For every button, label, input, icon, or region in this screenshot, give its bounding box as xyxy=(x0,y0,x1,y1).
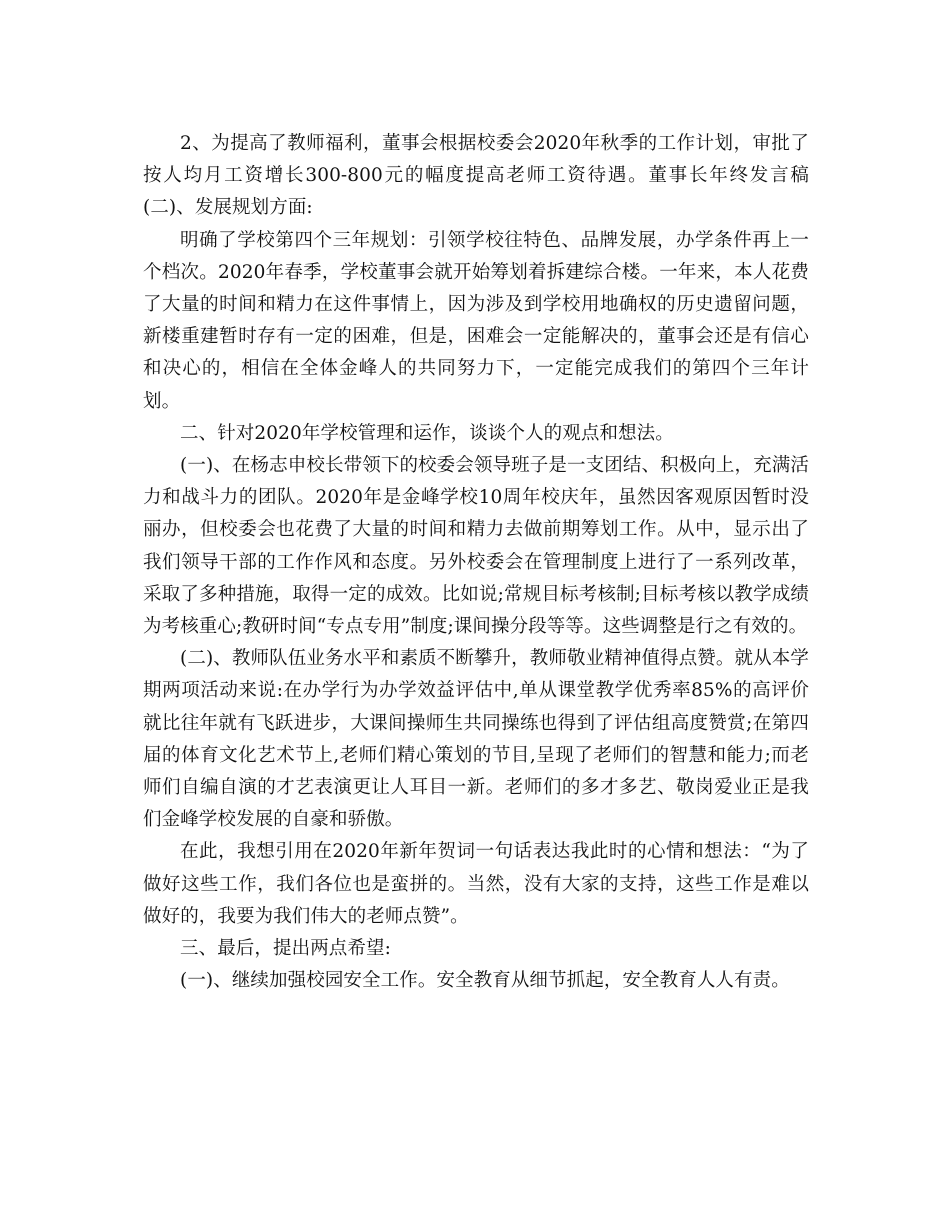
paragraph-development-plan: 明确了学校第四个三年规划：引领学校往特色、品牌发展，办学条件再上一个档次。2020年春季，学校董事会就开始筹划着拆建综合楼。一年来，本人花费了大量的时间和精力在这件事情上，因为涉及到学校用地确权的历史遗留问题，新楼重建暂时存有一定的困难，但是，困难会一定能解决的，董事会还是有信心和决心的，相信在全体金峰人的共同努力下，一定能完成我们的第四个三年计划。 xyxy=(143,229,809,412)
paragraph-teacher-quality: (二)、教师队伍业务水平和素质不断攀升，教师敬业精神值得点赞。就从本学期两项活动来说:在办学行为办学效益评估中,单从课堂教学优秀率85%的高评价就比往年就有飞跃进步，大课间操师生共同操练也得到了评估组高度赞赏;在第四届的体育文化艺术节上,老师们精心策划的节目,呈现了老师们的智慧和能力;而老师们自编自演的才艺表演更让人耳目一新。老师们的多才多艺、敬岗爱业正是我们金峰学校发展的自豪和骄傲。 xyxy=(143,648,809,831)
paragraph-new-year-quote: 在此，我想引用在2020年新年贺词一句话表达我此时的心情和想法：“为了做好这些工作，我们各位也是蛮拼的。当然，没有大家的支持，这些工作是难以做好的，我要为我们伟大的老师点赞”。 xyxy=(143,841,809,927)
paragraph-leadership-team: (一)、在杨志申校长带领下的校委会领导班子是一支团结、积极向上，充满活力和战斗力的团队。2020年是金峰学校10周年校庆年，虽然因客观原因暂时没丽办，但校委会也花费了大量的时间和精力去做前期筹划工作。从中，显示出了我们领导干部的工作作风和态度。另外校委会在管理制度上进行了一系列改革，采取了多种措施，取得一定的成效。比如说;常规目标考核制;目标考核以教学成绩为考核重心;教研时间“专点专用”制度;课间操分段等等。这些调整是行之有效的。 xyxy=(143,455,809,638)
paragraph-teacher-welfare: 2、为提高了教师福利，董事会根据校委会2020年秋季的工作计划，审批了按人均月工资增长300-800元的幅度提高老师工资待遇。董事长年终发言稿(二)、发展规划方面: xyxy=(143,133,809,219)
paragraph-campus-safety: (一)、继续加强校园安全工作。安全教育从细节抓起，安全教育人人有责。 xyxy=(180,970,790,992)
heading-management-views: 二、针对2020年学校管理和运作，谈谈个人的观点和想法。 xyxy=(180,422,674,444)
heading-final-hopes: 三、最后，提出两点希望: xyxy=(180,938,391,960)
document-body xyxy=(143,128,809,997)
